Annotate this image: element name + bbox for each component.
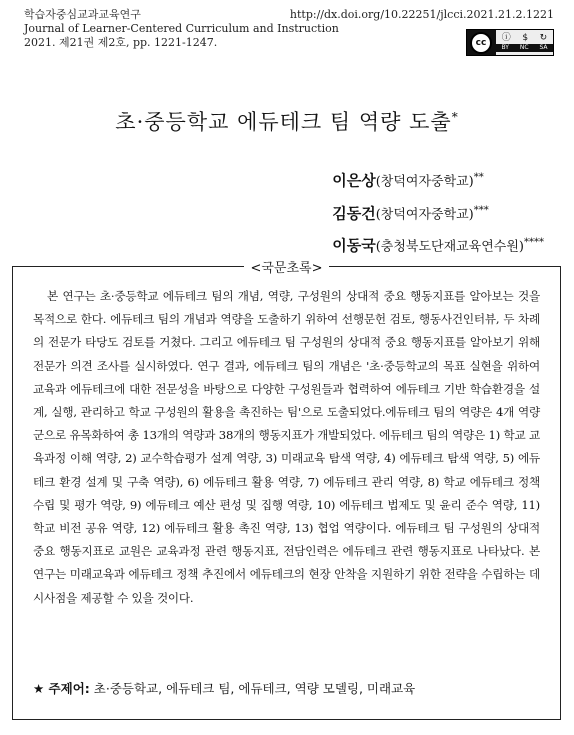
author-footnote-mark: ** xyxy=(473,172,484,183)
paper-title-text: 초·중등학교 에듀테크 팀 역량 도출 xyxy=(115,110,452,134)
author-2 xyxy=(332,197,544,230)
author-list xyxy=(332,164,544,262)
journal-name-korean: 학습자중심교과교육연구 xyxy=(24,8,141,21)
doi-link[interactable]: http://dx.doi.org/10.22251/jlcci.2021.21.2.1221 xyxy=(289,8,554,21)
abstract-heading xyxy=(13,257,560,276)
cc-license-badge[interactable] xyxy=(466,29,554,56)
abstract-heading-text: <국문초록> xyxy=(244,261,328,276)
author-footnote-mark: *** xyxy=(473,204,489,216)
sharealike-icon: ↻ xyxy=(539,33,548,43)
author-1 xyxy=(332,164,544,197)
license-label-sa: SA xyxy=(539,44,548,51)
noncommercial-icon: $ xyxy=(522,33,529,43)
license-icons xyxy=(496,30,553,55)
abstract-body: 본 연구는 초·중등학교 에듀테크 팀의 개념, 역량, 구성원의 상대적 중요 행동지표를 알아보는 것을 목적으로 한다. 에듀테크 팀의 개념과 역량을 도출하기 위하여 선행문헌 검토, 행동사건인터뷰, 두 차례의 전문가 타당도 검토를 거쳤다. 그리고 에듀테크 팀 구성원의 상대적 중요 행동지표를 알아보기 위해 전문가 의견 조사를 실시하였다. 연구 결과, 에듀테크 팀의 개념은 '초·중등학교의 목표 실현을 위하여 교육과 에듀테크에 대한 전문성을 바탕으로 다양한 구성원들과 협력하여 에듀테크 기반 학습환경을 설계, 실행, 관리하고 학교 구성원의 활용을 촉진하는 팀'으로 도출되었다.에듀테크 팀의 역량은 4개 역량군으로 유목화하여 총 13개의 역량과 38개의 행동지표가 개발되었다. 에듀테크 팀의 역량은 1) 학교 교육과정 이해 역량, 2) 교수학습평가 설계 역량, 3) 미래교육 탐색 역량, 4) 에듀테크 탐색 역량, 5) 에듀테크 환경 설계 및 구축 역량), 6) 에듀테크 활용 역량, 7) 에듀테크 관리 역량, 8) 학교 에듀테크 정책 수립 및 평가 역량, 9) 에듀테크 예산 편성 및 집행 역량, 10) 에듀테크 법제도 및 윤리 준수 역량, 11) 학교 비전 공유 역량, 12) 에듀테크 활용 촉진 역량, 13) 협업 역량이다. 에듀테크 팀 구성원의 상대적 중요 행동지표로 교원은 교육과정 관련 행동지표, 전담인력은 에듀테크 관련 행동지표로 나타났다. 본 연구는 미래교육과 에듀테크 정책 추진에서 에듀테크의 현장 안착을 지원하기 위한 전략을 수립하는 데 시사점을 제공할 수 있을 것이다. xyxy=(33,289,540,605)
attribution-icon: ⓘ xyxy=(501,33,511,43)
author-affiliation: (창덕여자중학교) xyxy=(375,174,474,190)
abstract-box xyxy=(12,261,561,720)
author-affiliation: (충청북도단재교육연수원) xyxy=(375,239,524,255)
keywords-text: 초·중등학교, 에듀테크 팀, 에듀테크, 역량 모델링, 미래교육 xyxy=(93,681,416,696)
issue-info: 2021. 제21권 제2호, pp. 1221-1247. xyxy=(24,36,218,49)
journal-name-english: Journal of Learner-Centered Curriculum and Instruction xyxy=(24,22,339,35)
paper-title xyxy=(0,106,574,136)
author-name: 이은상 xyxy=(332,171,376,190)
creative-commons-icon: cc xyxy=(470,32,492,54)
title-footnote-mark: * xyxy=(451,110,459,124)
keywords-label: ★ 주제어: xyxy=(33,681,90,696)
license-label-by: BY xyxy=(501,44,509,51)
license-label-nc: NC xyxy=(519,44,529,51)
author-footnote-mark: **** xyxy=(524,237,544,249)
author-affiliation: (창덕여자중학교) xyxy=(375,207,474,223)
author-name: 이동국 xyxy=(332,236,376,255)
keywords xyxy=(33,679,415,697)
author-name: 김동건 xyxy=(332,204,376,223)
